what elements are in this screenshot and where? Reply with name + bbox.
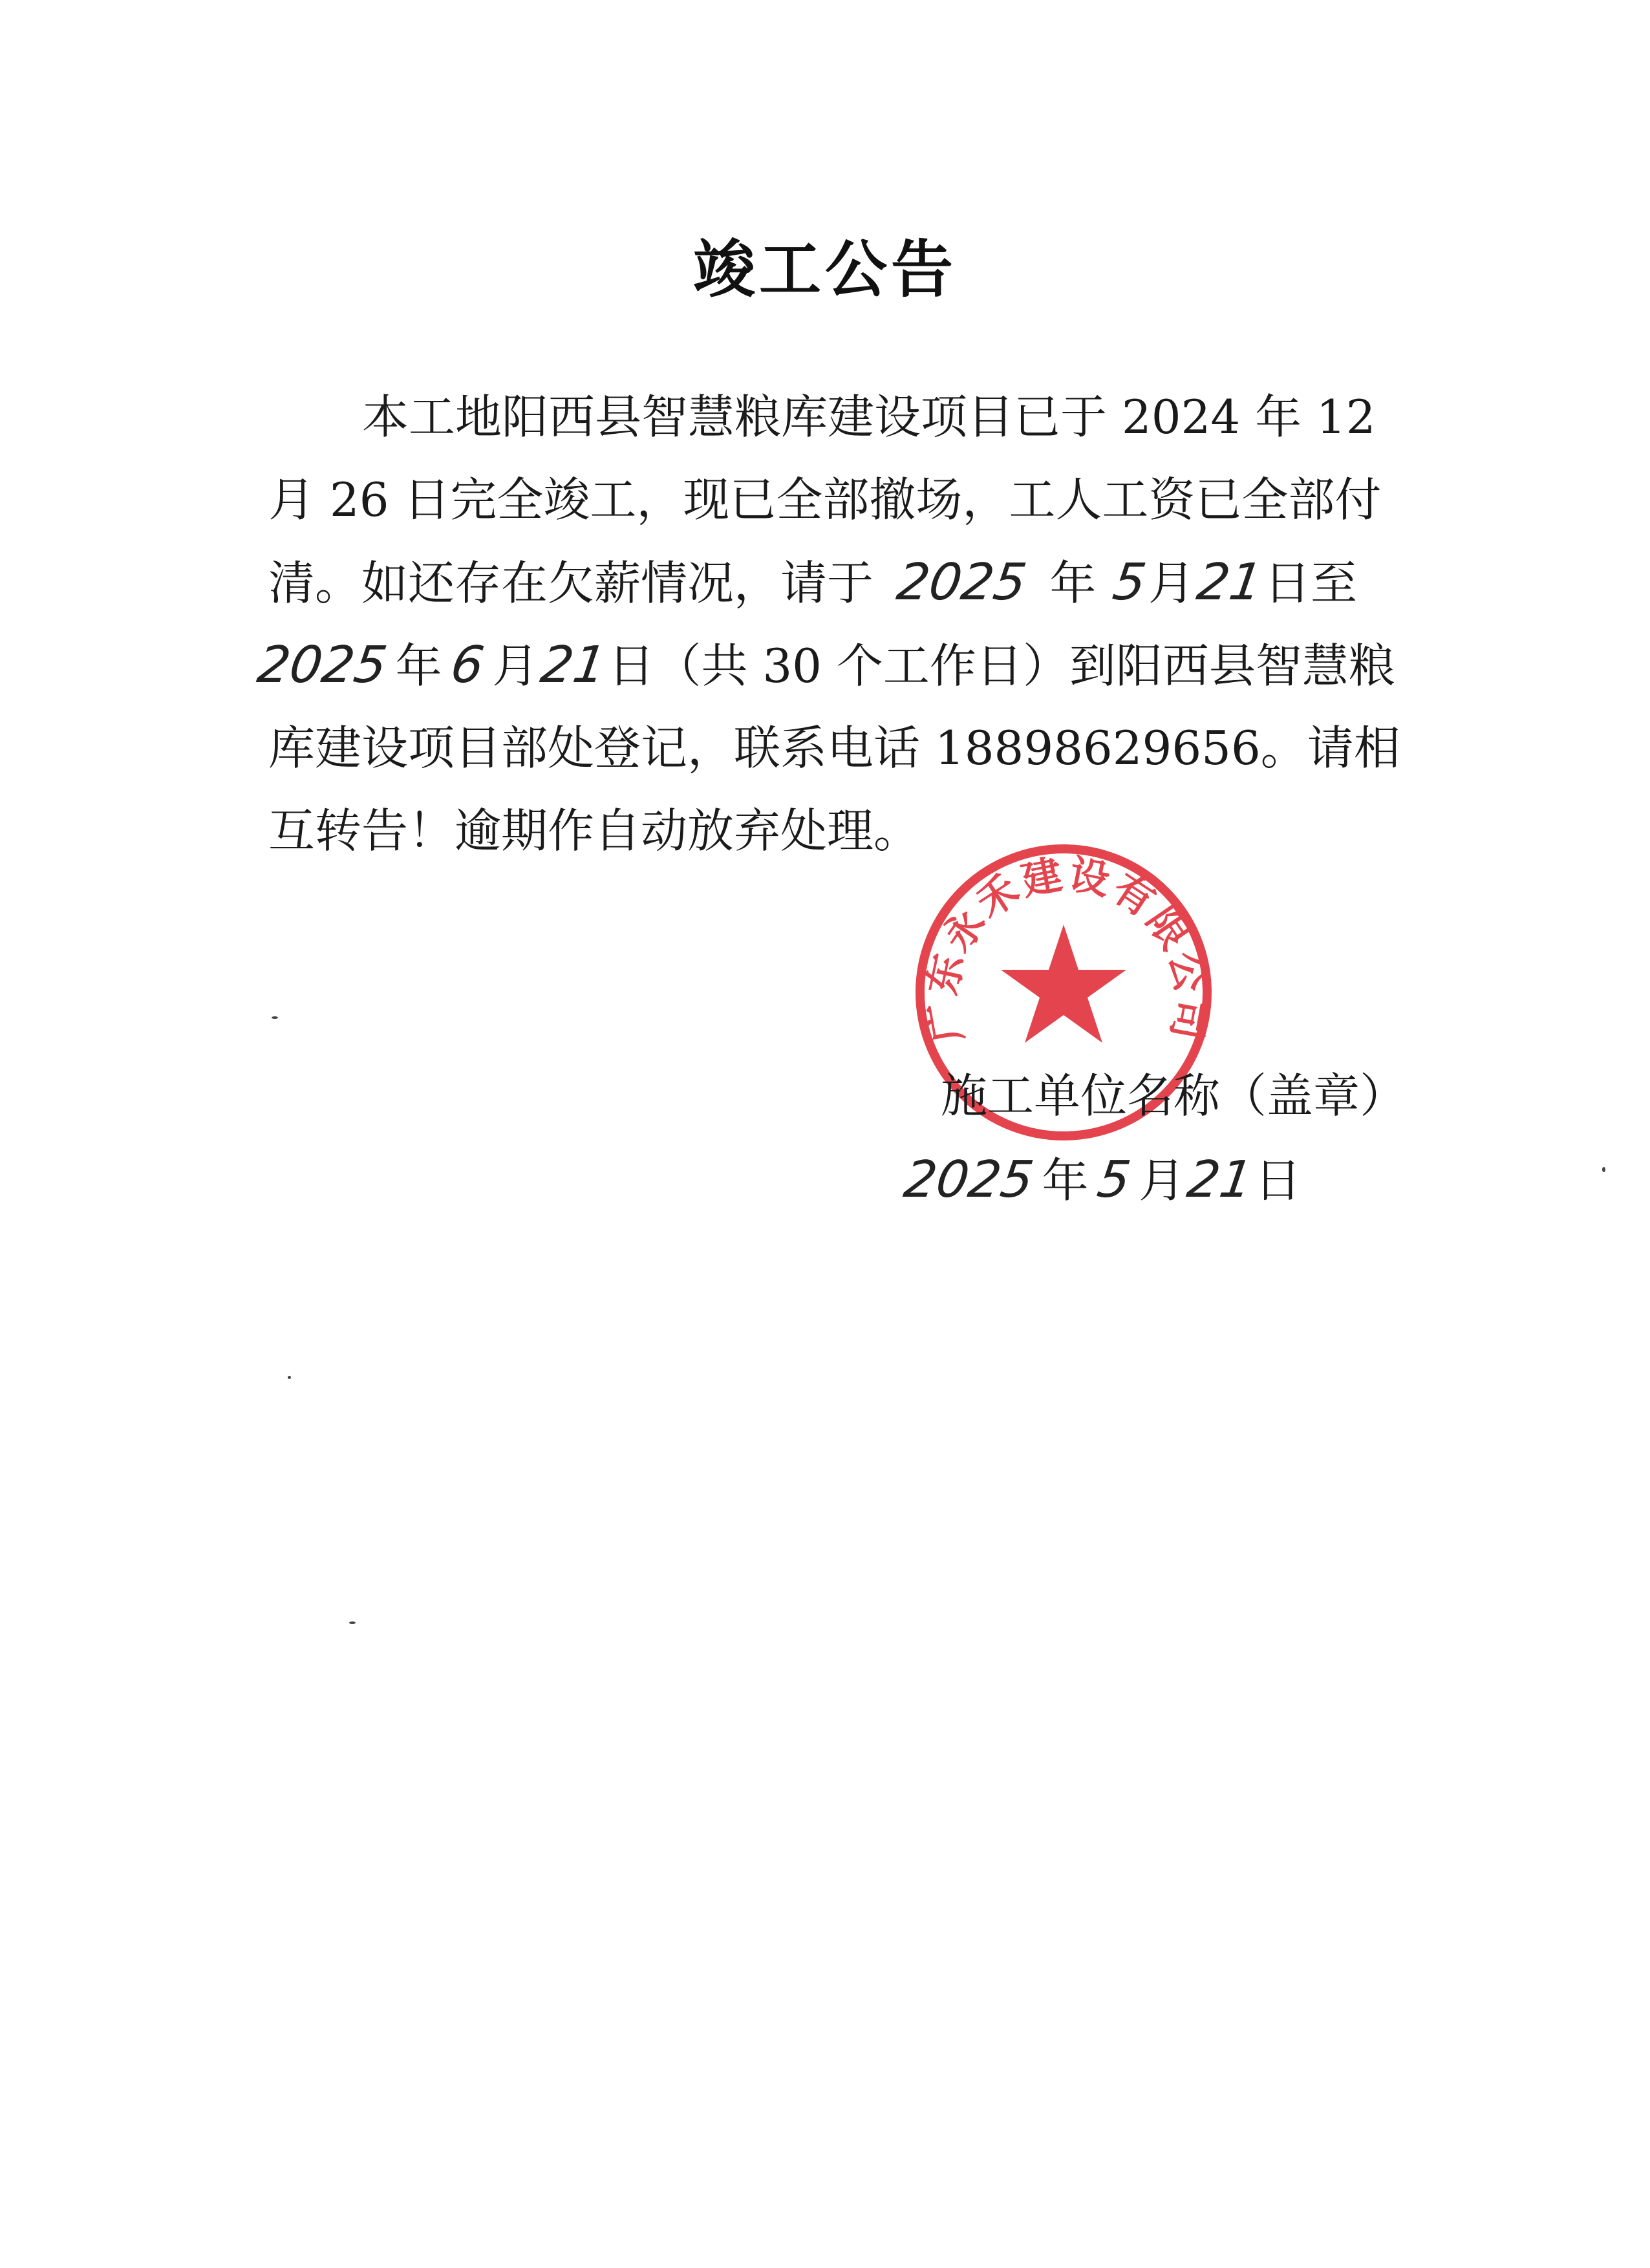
body-line-1: 本工地阳西县智慧粮库建设项目已于 2024 年 12 [362,390,1376,444]
signature-date [895,1144,1301,1216]
body-line-4 [249,630,1395,701]
year-char: 年 [1049,556,1097,610]
seal-company-name: 广东永禾建设有限公司 [917,850,1216,1046]
handwritten-end-day: 21 [537,636,610,694]
handwritten-start-month: 5 [1109,553,1150,612]
handwritten-end-year: 2025 [253,636,391,694]
handwritten-start-day: 21 [1193,553,1266,612]
document-title: 竣工公告 [693,233,957,306]
scan-speck [1602,1167,1605,1172]
sign-year-char: 年 [1042,1153,1089,1208]
scan-speck [288,1376,291,1379]
body-line-2: 月 26 日完全竣工，现已全部撤场，工人工资已全部付 [268,473,1382,527]
handwritten-sign-month: 5 [1093,1151,1134,1209]
scan-speck [272,1016,278,1019]
body-line-5: 库建设项目部处登记，联系电话 18898629656。请相 [268,721,1400,775]
handwritten-sign-day: 21 [1183,1151,1256,1209]
scan-speck [349,1621,356,1624]
month-char: 月 [1148,556,1195,610]
handwritten-start-year: 2025 [893,553,1030,612]
month-char: 月 [492,639,539,693]
body-line-3 [268,547,1357,618]
handwritten-end-month: 6 [447,636,488,694]
sign-month-char: 月 [1139,1153,1186,1208]
body-line-4-suffix: 日（共 30 个工作日）到阳西县智慧粮 [608,639,1395,693]
signature-label: 施工单位名称（盖章） [941,1069,1407,1123]
sign-day-char: 日 [1254,1153,1302,1208]
year-char: 年 [395,639,442,693]
body-line-6: 互转告！逾期作自动放弃处理。 [268,804,921,858]
handwritten-sign-year: 2025 [900,1151,1037,1209]
body-line-3-suffix: 日至 [1264,556,1358,610]
body-line-3-prefix: 清。如还存在欠薪情况，请于 [268,556,874,610]
seal-star-icon [1001,925,1126,1043]
